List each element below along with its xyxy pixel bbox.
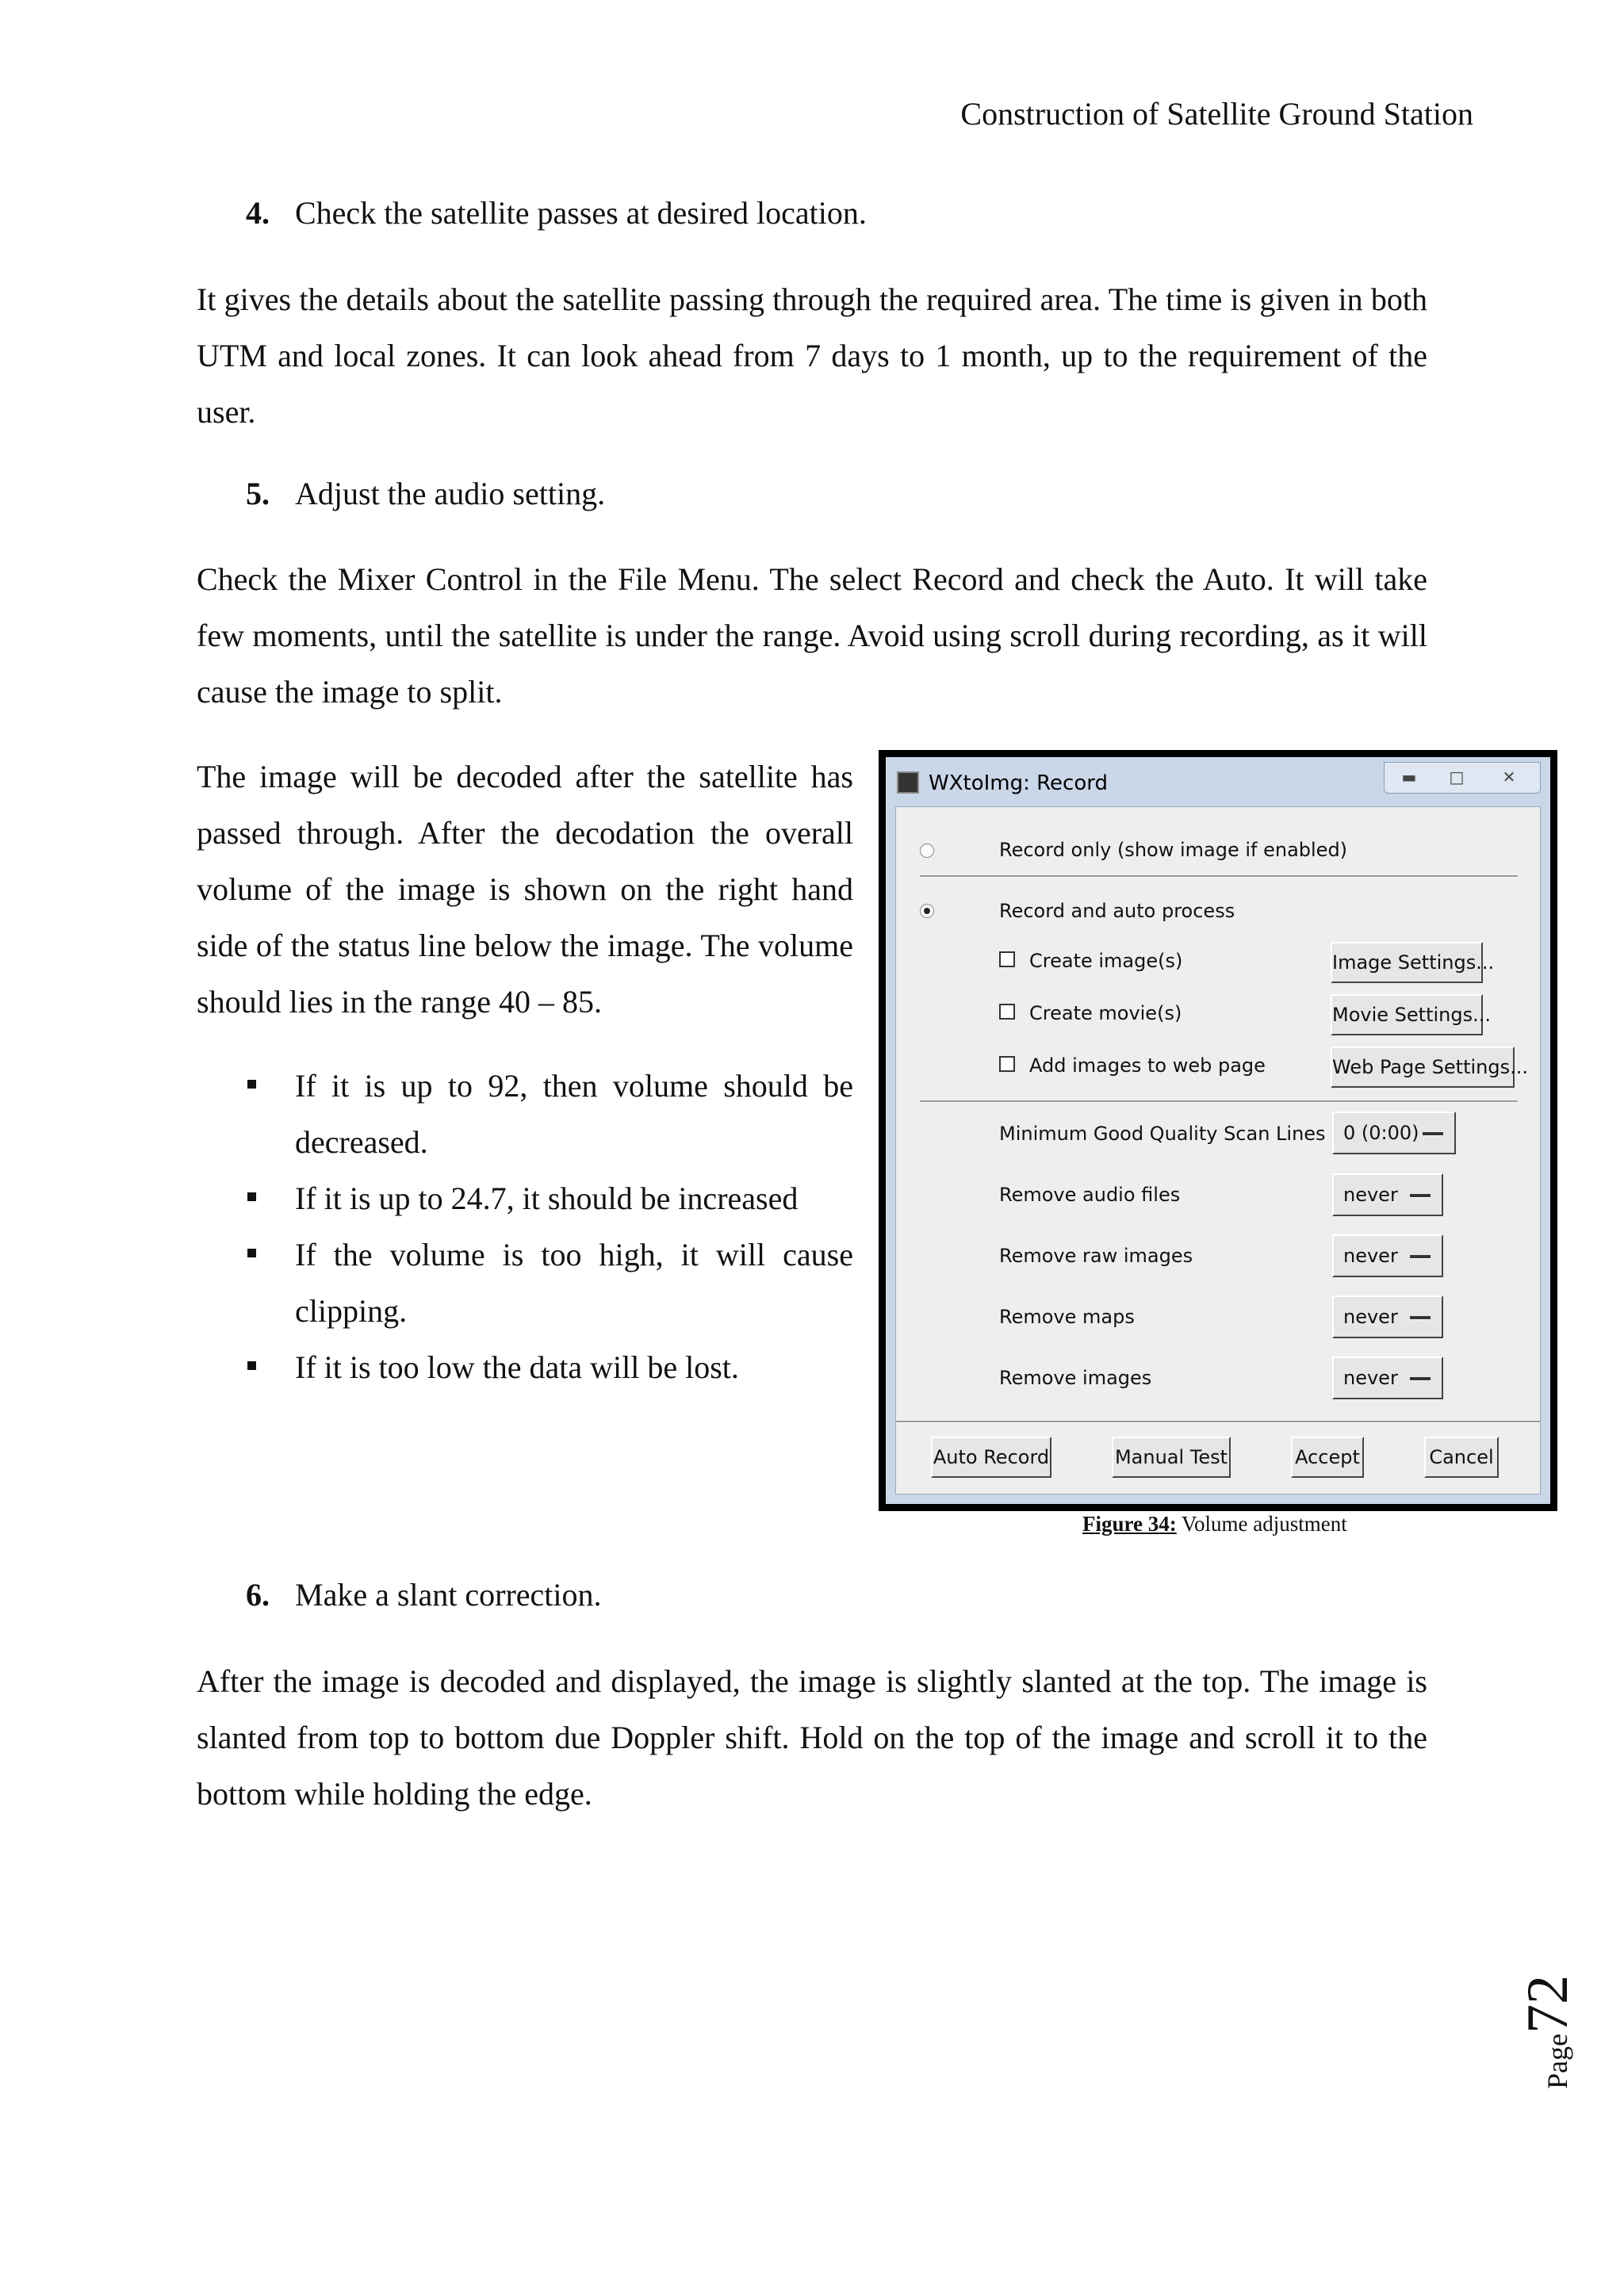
paragraph-audio-setting: Check the Mixer Control in the File Menu. The select Record and check the Auto. It will take few moments, until the satellite is under the range. Avoid using scroll during recording, as it will cause the image to split.: [197, 561, 1427, 710]
dropdown-indicator-icon: [1423, 1132, 1443, 1136]
separator: [920, 875, 1518, 878]
list-item: If it is up to 24.7, it should be increased: [246, 1170, 853, 1226]
add-web-checkbox[interactable]: [999, 1056, 1015, 1072]
record-auto-label: Record and auto process: [999, 900, 1235, 922]
bullet-square-icon: [247, 1361, 256, 1370]
auto-record-button[interactable]: Auto Record: [931, 1437, 1051, 1478]
app-icon: [897, 771, 919, 794]
create-movies-checkbox[interactable]: [999, 1004, 1015, 1020]
separator: [896, 1421, 1540, 1423]
step-5-number: 5.: [246, 476, 270, 511]
min-quality-label: Minimum Good Quality Scan Lines: [999, 1123, 1326, 1145]
dropdown-indicator-icon: [1410, 1316, 1431, 1320]
paragraph-volume: The image will be decoded after the satellite has passed through. After the decodation the overall volume of the image is shown on the right hand side of the status line below the image. The volume should lies in the range 40 – 85.: [197, 759, 853, 1020]
bullet-square-icon: [247, 1192, 256, 1201]
running-header: Construction of Satellite Ground Station: [960, 96, 1473, 132]
create-images-checkbox[interactable]: [999, 951, 1015, 967]
bullet-square-icon: [247, 1249, 256, 1257]
remove-raw-select[interactable]: never: [1332, 1234, 1443, 1277]
minimize-icon[interactable]: ▬: [1401, 767, 1417, 786]
cancel-button[interactable]: Cancel: [1424, 1437, 1499, 1478]
step-6-text: Make a slant correction.: [295, 1577, 602, 1613]
radio-record-only[interactable]: [920, 844, 934, 858]
page-number-value: 72: [1515, 1975, 1580, 2034]
add-web-label: Add images to web page: [1029, 1054, 1266, 1077]
paragraph-slant-correction: After the image is decoded and displayed, the image is slightly slanted at the top. The image is slanted from top to bottom due Doppler shift. Hold on the top of the image and scroll it to the bottom while holding the edge.: [197, 1663, 1427, 1812]
page-word: Page: [1542, 2034, 1573, 2089]
remove-audio-label: Remove audio files: [999, 1184, 1181, 1206]
list-item: If the volume is too high, it will cause clipping.: [246, 1226, 853, 1339]
maximize-icon[interactable]: □: [1449, 767, 1465, 786]
volume-bullet-list: [246, 1058, 853, 1395]
create-images-label: Create image(s): [1029, 950, 1183, 972]
record-dialog-window: [886, 757, 1550, 1504]
image-settings-button[interactable]: Image Settings...: [1331, 942, 1483, 983]
figure-label: Figure 34:: [1082, 1512, 1177, 1536]
dropdown-indicator-icon: [1410, 1194, 1431, 1198]
create-movies-label: Create movie(s): [1029, 1002, 1182, 1024]
record-only-label: Record only (show image if enabled): [999, 839, 1348, 861]
remove-maps-label: Remove maps: [999, 1306, 1135, 1328]
figure-caption-text: Volume adjustment: [1176, 1512, 1347, 1536]
manual-test-button[interactable]: Manual Test: [1112, 1437, 1231, 1478]
list-item: If it is too low the data will be lost.: [246, 1339, 853, 1395]
separator: [920, 1100, 1518, 1103]
dialog-body: [895, 806, 1541, 1494]
movie-settings-button[interactable]: Movie Settings...: [1331, 994, 1483, 1035]
remove-images-label: Remove images: [999, 1367, 1152, 1389]
remove-raw-label: Remove raw images: [999, 1245, 1193, 1267]
paragraph-satellite-passes: It gives the details about the satellite passing through the required area. The time is given in both UTM and local zones. It can look ahead from 7 days to 1 month, up to the requirement of the user.: [197, 281, 1427, 430]
close-icon[interactable]: ✕: [1502, 767, 1516, 786]
step-4-text: Check the satellite passes at desired location.: [295, 195, 867, 231]
remove-maps-select[interactable]: never: [1332, 1295, 1443, 1338]
accept-button[interactable]: Accept: [1291, 1437, 1364, 1478]
step-4-number: 4.: [246, 195, 270, 231]
page-number: [1511, 1927, 1580, 2093]
dialog-titlebar[interactable]: [886, 757, 1550, 803]
web-settings-button[interactable]: Web Page Settings...: [1331, 1047, 1515, 1088]
bullet-square-icon: [247, 1080, 256, 1089]
remove-audio-select[interactable]: never: [1332, 1173, 1443, 1216]
radio-record-auto[interactable]: [920, 904, 934, 918]
remove-images-select[interactable]: never: [1332, 1357, 1443, 1399]
dropdown-indicator-icon: [1410, 1377, 1431, 1381]
window-controls: [1384, 762, 1541, 794]
figure-caption: [1082, 1512, 1347, 1536]
list-item: If it is up to 92, then volume should be decreased.: [246, 1058, 853, 1170]
step-6-heading: [246, 1576, 602, 1613]
step-5-text: Adjust the audio setting.: [295, 476, 606, 511]
step-5-heading: [246, 475, 605, 512]
step-4-heading: [246, 194, 867, 232]
step-6-number: 6.: [246, 1577, 270, 1613]
min-quality-select[interactable]: 0 (0:00): [1332, 1112, 1456, 1154]
dialog-title: WXtoImg: Record: [929, 771, 1108, 795]
dropdown-indicator-icon: [1410, 1255, 1431, 1259]
